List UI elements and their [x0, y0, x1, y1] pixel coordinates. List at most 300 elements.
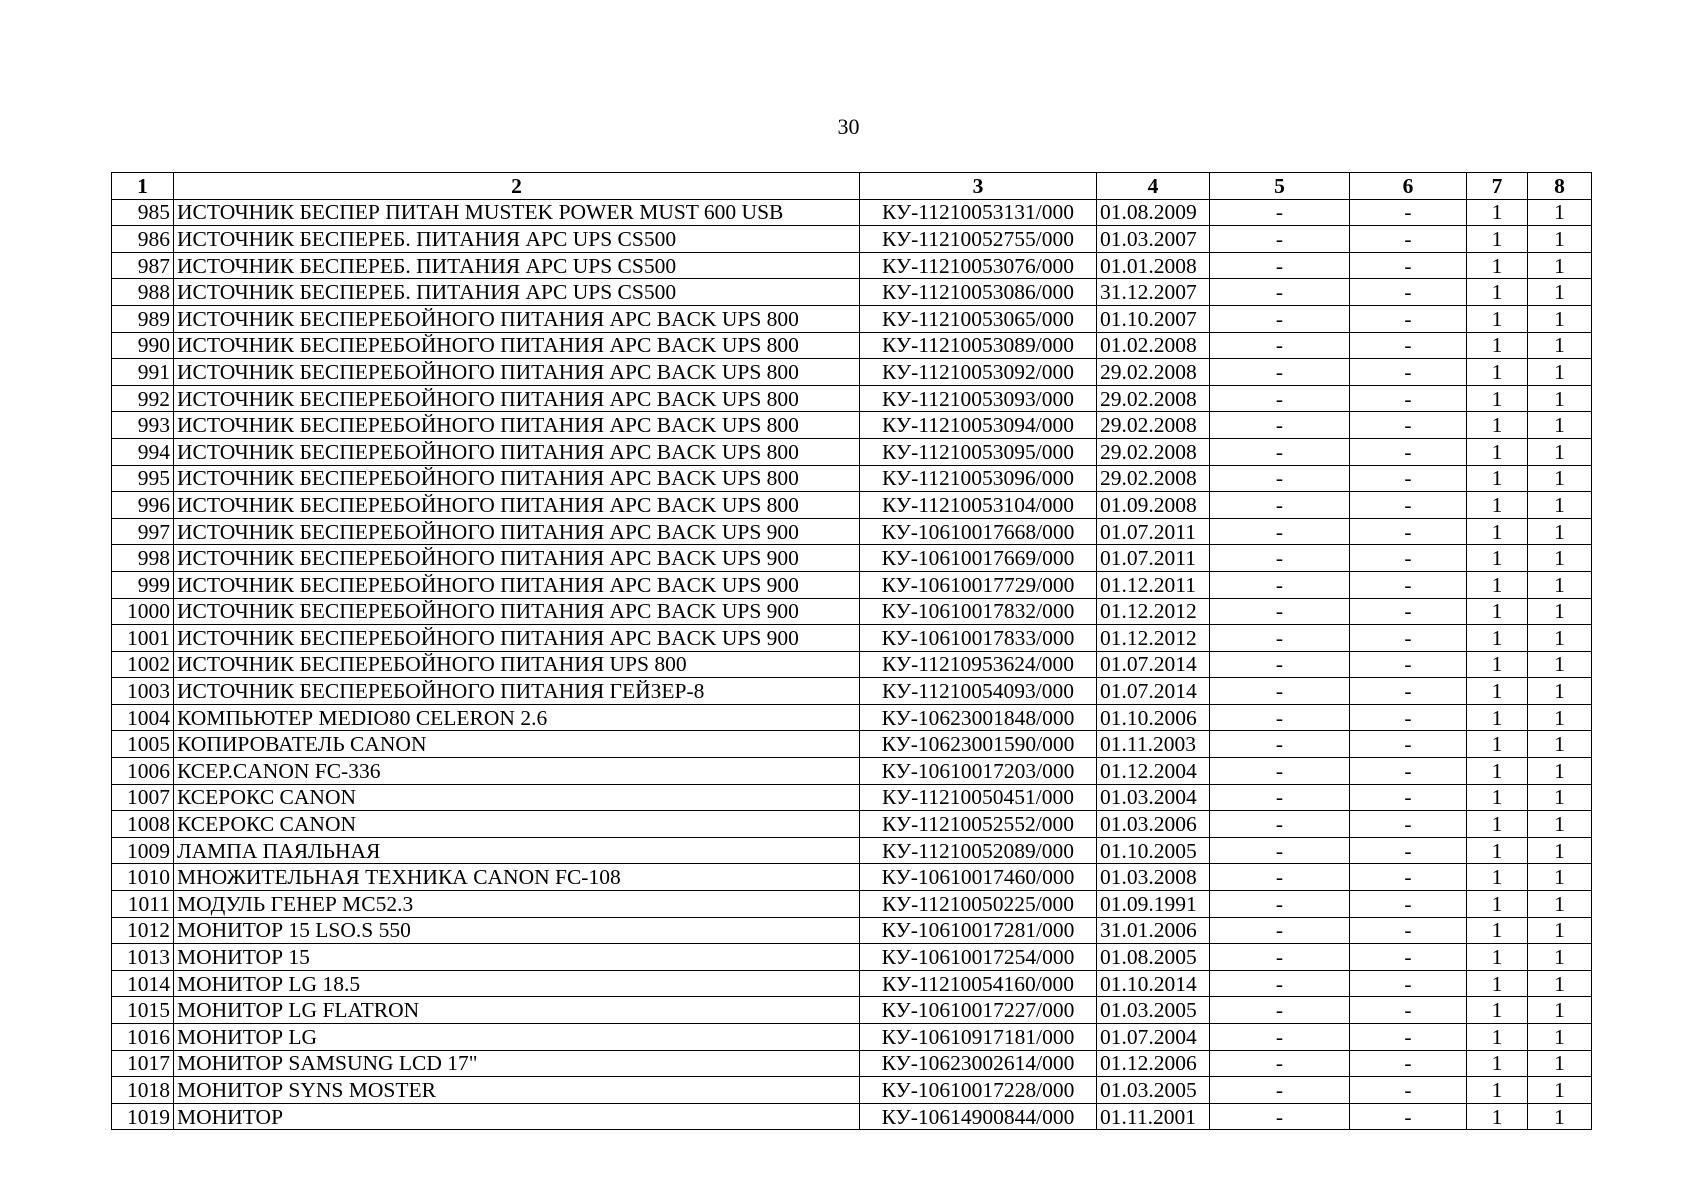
column-7-cell: 1: [1467, 704, 1528, 731]
row-number: 1011: [112, 891, 174, 918]
column-7-cell: 1: [1467, 571, 1528, 598]
inventory-number: КУ-11210053089/000: [860, 332, 1097, 359]
inventory-number: КУ-11210053094/000: [860, 412, 1097, 439]
date-cell: 01.10.2006: [1097, 704, 1210, 731]
table-row: [112, 279, 1592, 306]
column-5-cell: -: [1210, 545, 1350, 572]
column-7-cell: 1: [1467, 1103, 1528, 1130]
column-5-cell: -: [1210, 598, 1350, 625]
column-6-cell: -: [1350, 731, 1467, 758]
column-6-cell: -: [1350, 199, 1467, 226]
column-8-cell: 1: [1528, 359, 1592, 386]
column-8-cell: 1: [1528, 944, 1592, 971]
column-8-cell: 1: [1528, 571, 1592, 598]
row-number: 1012: [112, 917, 174, 944]
column-7-cell: 1: [1467, 651, 1528, 678]
table-row: [112, 359, 1592, 386]
inventory-number: КУ-11210052089/000: [860, 837, 1097, 864]
table-row: [112, 837, 1592, 864]
table-row: [112, 1103, 1592, 1130]
column-8-cell: 1: [1528, 305, 1592, 332]
column-6-cell: -: [1350, 784, 1467, 811]
row-number: 1002: [112, 651, 174, 678]
column-8-cell: 1: [1528, 758, 1592, 785]
column-header: 5: [1210, 173, 1350, 200]
date-cell: 01.12.2012: [1097, 625, 1210, 652]
column-8-cell: 1: [1528, 997, 1592, 1024]
inventory-number: КУ-10610917181/000: [860, 1024, 1097, 1051]
table-row: [112, 199, 1592, 226]
column-header: 3: [860, 173, 1097, 200]
table-row: [112, 678, 1592, 705]
column-8-cell: 1: [1528, 917, 1592, 944]
item-name: ИСТОЧНИК БЕСПЕРЕБОЙНОГО ПИТАНИЯ APC BACK UPS 800: [174, 359, 860, 386]
date-cell: 01.12.2011: [1097, 571, 1210, 598]
column-8-cell: 1: [1528, 332, 1592, 359]
column-6-cell: -: [1350, 545, 1467, 572]
column-7-cell: 1: [1467, 252, 1528, 279]
column-5-cell: -: [1210, 252, 1350, 279]
column-6-cell: -: [1350, 438, 1467, 465]
inventory-number: КУ-11210053086/000: [860, 279, 1097, 306]
inventory-number: КУ-11210050451/000: [860, 784, 1097, 811]
column-7-cell: 1: [1467, 332, 1528, 359]
item-name: КСЕРОКС CANON: [174, 784, 860, 811]
column-6-cell: -: [1350, 758, 1467, 785]
column-5-cell: -: [1210, 279, 1350, 306]
item-name: ИСТОЧНИК БЕСПЕРЕБОЙНОГО ПИТАНИЯ APC BACK UPS 800: [174, 385, 860, 412]
inventory-number: КУ-11210054093/000: [860, 678, 1097, 705]
inventory-number: КУ-10610017254/000: [860, 944, 1097, 971]
date-cell: 01.07.2011: [1097, 545, 1210, 572]
item-name: ИСТОЧНИК БЕСПЕРЕБОЙНОГО ПИТАНИЯ APC BACK UPS 800: [174, 465, 860, 492]
table-row: [112, 412, 1592, 439]
inventory-number: КУ-10610017833/000: [860, 625, 1097, 652]
item-name: МОНИТОР LG: [174, 1024, 860, 1051]
table-row: [112, 917, 1592, 944]
column-8-cell: 1: [1528, 678, 1592, 705]
item-name: МОНИТОР 15: [174, 944, 860, 971]
item-name: МОНИТОР 15 LSO.S 550: [174, 917, 860, 944]
item-name: ИСТОЧНИК БЕСПЕРЕБОЙНОГО ПИТАНИЯ UPS 800: [174, 651, 860, 678]
row-number: 1000: [112, 598, 174, 625]
table-row: [112, 332, 1592, 359]
date-cell: 01.03.2005: [1097, 997, 1210, 1024]
date-cell: 01.07.2014: [1097, 678, 1210, 705]
column-7-cell: 1: [1467, 1077, 1528, 1104]
column-8-cell: 1: [1528, 226, 1592, 253]
column-8-cell: 1: [1528, 1103, 1592, 1130]
column-header: 8: [1528, 173, 1592, 200]
column-8-cell: 1: [1528, 279, 1592, 306]
table-row: [112, 970, 1592, 997]
column-6-cell: -: [1350, 997, 1467, 1024]
page-number: 30: [837, 114, 860, 139]
column-7-cell: 1: [1467, 837, 1528, 864]
date-cell: 01.01.2008: [1097, 252, 1210, 279]
column-5-cell: -: [1210, 997, 1350, 1024]
item-name: ИСТОЧНИК БЕСПЕРЕБОЙНОГО ПИТАНИЯ APC BACK UPS 800: [174, 332, 860, 359]
item-name: ИСТОЧНИК БЕСПЕРЕБ. ПИТАНИЯ APC UPS CS500: [174, 226, 860, 253]
header-row: [112, 173, 1592, 200]
table-body: [112, 199, 1592, 1130]
column-7-cell: 1: [1467, 917, 1528, 944]
inventory-number: КУ-10623001590/000: [860, 731, 1097, 758]
inventory-number: КУ-11210050225/000: [860, 891, 1097, 918]
column-5-cell: -: [1210, 784, 1350, 811]
column-7-cell: 1: [1467, 1050, 1528, 1077]
item-name: ИСТОЧНИК БЕСПЕРЕБ. ПИТАНИЯ APC UPS CS500: [174, 279, 860, 306]
column-6-cell: -: [1350, 518, 1467, 545]
column-6-cell: -: [1350, 359, 1467, 386]
column-5-cell: -: [1210, 944, 1350, 971]
column-5-cell: -: [1210, 891, 1350, 918]
item-name: ИСТОЧНИК БЕСПЕР ПИТАН MUSTEK POWER MUST 600 USB: [174, 199, 860, 226]
row-number: 999: [112, 571, 174, 598]
column-7-cell: 1: [1467, 545, 1528, 572]
column-6-cell: -: [1350, 678, 1467, 705]
column-7-cell: 1: [1467, 492, 1528, 519]
column-8-cell: 1: [1528, 518, 1592, 545]
column-8-cell: 1: [1528, 651, 1592, 678]
column-6-cell: -: [1350, 944, 1467, 971]
row-number: 990: [112, 332, 174, 359]
inventory-number: КУ-10623001848/000: [860, 704, 1097, 731]
date-cell: 29.02.2008: [1097, 359, 1210, 386]
column-8-cell: 1: [1528, 199, 1592, 226]
column-5-cell: -: [1210, 678, 1350, 705]
column-7-cell: 1: [1467, 997, 1528, 1024]
item-name: МНОЖИТЕЛЬНАЯ ТЕХНИКА CANON FC-108: [174, 864, 860, 891]
item-name: ИСТОЧНИК БЕСПЕРЕБОЙНОГО ПИТАНИЯ APC BACK UPS 900: [174, 625, 860, 652]
date-cell: 01.10.2007: [1097, 305, 1210, 332]
inventory-number: КУ-10610017460/000: [860, 864, 1097, 891]
column-7-cell: 1: [1467, 226, 1528, 253]
inventory-number: КУ-10610017227/000: [860, 997, 1097, 1024]
inventory-number: КУ-10610017668/000: [860, 518, 1097, 545]
column-8-cell: 1: [1528, 438, 1592, 465]
table-row: [112, 1024, 1592, 1051]
row-number: 1013: [112, 944, 174, 971]
item-name: МОДУЛЬ ГЕНЕР МС52.3: [174, 891, 860, 918]
date-cell: 01.08.2009: [1097, 199, 1210, 226]
column-8-cell: 1: [1528, 252, 1592, 279]
column-5-cell: -: [1210, 970, 1350, 997]
column-header: 7: [1467, 173, 1528, 200]
inventory-number: КУ-10610017203/000: [860, 758, 1097, 785]
table-row: [112, 997, 1592, 1024]
column-6-cell: -: [1350, 492, 1467, 519]
column-6-cell: -: [1350, 305, 1467, 332]
date-cell: 01.09.2008: [1097, 492, 1210, 519]
table-row: [112, 518, 1592, 545]
table-row: [112, 704, 1592, 731]
table-row: [112, 571, 1592, 598]
item-name: ИСТОЧНИК БЕСПЕРЕБОЙНОГО ПИТАНИЯ APC BACK UPS 900: [174, 518, 860, 545]
column-5-cell: -: [1210, 1050, 1350, 1077]
inventory-number: КУ-10610017832/000: [860, 598, 1097, 625]
column-8-cell: 1: [1528, 385, 1592, 412]
date-cell: 01.11.2003: [1097, 731, 1210, 758]
column-7-cell: 1: [1467, 625, 1528, 652]
column-8-cell: 1: [1528, 598, 1592, 625]
column-8-cell: 1: [1528, 704, 1592, 731]
column-5-cell: -: [1210, 385, 1350, 412]
column-5-cell: -: [1210, 625, 1350, 652]
row-number: 1009: [112, 837, 174, 864]
row-number: 1006: [112, 758, 174, 785]
date-cell: 01.07.2004: [1097, 1024, 1210, 1051]
table-row: [112, 1050, 1592, 1077]
table-row: [112, 811, 1592, 838]
date-cell: 01.10.2014: [1097, 970, 1210, 997]
inventory-number: КУ-11210053131/000: [860, 199, 1097, 226]
column-7-cell: 1: [1467, 731, 1528, 758]
item-name: ИСТОЧНИК БЕСПЕРЕБОЙНОГО ПИТАНИЯ APC BACK UPS 900: [174, 571, 860, 598]
date-cell: 29.02.2008: [1097, 412, 1210, 439]
column-7-cell: 1: [1467, 864, 1528, 891]
column-6-cell: -: [1350, 1077, 1467, 1104]
item-name: ИСТОЧНИК БЕСПЕРЕБОЙНОГО ПИТАНИЯ APC BACK UPS 800: [174, 492, 860, 519]
column-7-cell: 1: [1467, 465, 1528, 492]
column-6-cell: -: [1350, 332, 1467, 359]
column-6-cell: -: [1350, 226, 1467, 253]
row-number: 998: [112, 545, 174, 572]
row-number: 1007: [112, 784, 174, 811]
date-cell: 31.12.2007: [1097, 279, 1210, 306]
row-number: 985: [112, 199, 174, 226]
item-name: КСЕРОКС CANON: [174, 811, 860, 838]
row-number: 994: [112, 438, 174, 465]
column-6-cell: -: [1350, 864, 1467, 891]
column-6-cell: -: [1350, 917, 1467, 944]
inventory-table: [111, 172, 1592, 1130]
column-5-cell: -: [1210, 492, 1350, 519]
column-8-cell: 1: [1528, 1077, 1592, 1104]
row-number: 1010: [112, 864, 174, 891]
column-7-cell: 1: [1467, 279, 1528, 306]
column-8-cell: 1: [1528, 784, 1592, 811]
column-7-cell: 1: [1467, 784, 1528, 811]
date-cell: 01.03.2008: [1097, 864, 1210, 891]
item-name: ИСТОЧНИК БЕСПЕРЕБОЙНОГО ПИТАНИЯ APC BACK UPS 800: [174, 305, 860, 332]
column-8-cell: 1: [1528, 970, 1592, 997]
date-cell: 01.12.2012: [1097, 598, 1210, 625]
column-7-cell: 1: [1467, 678, 1528, 705]
column-header: 1: [112, 173, 174, 200]
column-8-cell: 1: [1528, 731, 1592, 758]
row-number: 1014: [112, 970, 174, 997]
inventory-number: КУ-10610017729/000: [860, 571, 1097, 598]
column-5-cell: -: [1210, 199, 1350, 226]
column-5-cell: -: [1210, 731, 1350, 758]
table-row: [112, 731, 1592, 758]
column-8-cell: 1: [1528, 837, 1592, 864]
column-6-cell: -: [1350, 625, 1467, 652]
column-8-cell: 1: [1528, 811, 1592, 838]
item-name: МОНИТОР LG 18.5: [174, 970, 860, 997]
row-number: 1008: [112, 811, 174, 838]
row-number: 987: [112, 252, 174, 279]
inventory-number: КУ-11210052552/000: [860, 811, 1097, 838]
column-5-cell: -: [1210, 1103, 1350, 1130]
column-5-cell: -: [1210, 332, 1350, 359]
date-cell: 01.12.2004: [1097, 758, 1210, 785]
item-name: КОМПЬЮТЕР MEDIO80 CELERON 2.6: [174, 704, 860, 731]
table-row: [112, 784, 1592, 811]
row-number: 995: [112, 465, 174, 492]
column-7-cell: 1: [1467, 438, 1528, 465]
row-number: 986: [112, 226, 174, 253]
table-row: [112, 492, 1592, 519]
date-cell: 01.07.2014: [1097, 651, 1210, 678]
column-8-cell: 1: [1528, 891, 1592, 918]
column-6-cell: -: [1350, 891, 1467, 918]
column-6-cell: -: [1350, 385, 1467, 412]
column-5-cell: -: [1210, 571, 1350, 598]
column-6-cell: -: [1350, 837, 1467, 864]
date-cell: 01.07.2011: [1097, 518, 1210, 545]
column-5-cell: -: [1210, 917, 1350, 944]
column-8-cell: 1: [1528, 545, 1592, 572]
row-number: 1019: [112, 1103, 174, 1130]
table-row: [112, 758, 1592, 785]
inventory-number: КУ-11210053065/000: [860, 305, 1097, 332]
date-cell: 01.03.2005: [1097, 1077, 1210, 1104]
table-row: [112, 598, 1592, 625]
column-7-cell: 1: [1467, 944, 1528, 971]
row-number: 1004: [112, 704, 174, 731]
column-6-cell: -: [1350, 465, 1467, 492]
column-6-cell: -: [1350, 811, 1467, 838]
row-number: 1001: [112, 625, 174, 652]
row-number: 1005: [112, 731, 174, 758]
column-7-cell: 1: [1467, 598, 1528, 625]
column-8-cell: 1: [1528, 1050, 1592, 1077]
column-6-cell: -: [1350, 970, 1467, 997]
inventory-number: КУ-10610017228/000: [860, 1077, 1097, 1104]
table-row: [112, 545, 1592, 572]
row-number: 1015: [112, 997, 174, 1024]
date-cell: 29.02.2008: [1097, 438, 1210, 465]
date-cell: 01.11.2001: [1097, 1103, 1210, 1130]
date-cell: 01.03.2006: [1097, 811, 1210, 838]
inventory-number: КУ-10610017669/000: [860, 545, 1097, 572]
date-cell: 31.01.2006: [1097, 917, 1210, 944]
column-7-cell: 1: [1467, 359, 1528, 386]
table-row: [112, 252, 1592, 279]
row-number: 1017: [112, 1050, 174, 1077]
inventory-number: КУ-10623002614/000: [860, 1050, 1097, 1077]
inventory-number: КУ-10614900844/000: [860, 1103, 1097, 1130]
item-name: МОНИТОР SYNS MOSTER: [174, 1077, 860, 1104]
row-number: 996: [112, 492, 174, 519]
column-7-cell: 1: [1467, 305, 1528, 332]
table-row: [112, 305, 1592, 332]
row-number: 993: [112, 412, 174, 439]
column-6-cell: -: [1350, 571, 1467, 598]
item-name: ЛАМПА ПАЯЛЬНАЯ: [174, 837, 860, 864]
item-name: ИСТОЧНИК БЕСПЕРЕБ. ПИТАНИЯ APC UPS CS500: [174, 252, 860, 279]
inventory-number: КУ-11210053093/000: [860, 385, 1097, 412]
table-row: [112, 651, 1592, 678]
item-name: КСЕР.CANON FC-336: [174, 758, 860, 785]
table-row: [112, 864, 1592, 891]
inventory-number: КУ-11210053095/000: [860, 438, 1097, 465]
row-number: 991: [112, 359, 174, 386]
inventory-number: КУ-11210053092/000: [860, 359, 1097, 386]
column-6-cell: -: [1350, 598, 1467, 625]
item-name: КОПИРОВАТЕЛЬ CANON: [174, 731, 860, 758]
table-row: [112, 385, 1592, 412]
column-8-cell: 1: [1528, 625, 1592, 652]
date-cell: 01.08.2005: [1097, 944, 1210, 971]
column-7-cell: 1: [1467, 1024, 1528, 1051]
item-name: ИСТОЧНИК БЕСПЕРЕБОЙНОГО ПИТАНИЯ APC BACK UPS 800: [174, 412, 860, 439]
item-name: МОНИТОР SAMSUNG LCD 17": [174, 1050, 860, 1077]
table-row: [112, 1077, 1592, 1104]
inventory-number: КУ-11210053096/000: [860, 465, 1097, 492]
table-row: [112, 625, 1592, 652]
column-header: 4: [1097, 173, 1210, 200]
inventory-number: КУ-11210053104/000: [860, 492, 1097, 519]
column-7-cell: 1: [1467, 412, 1528, 439]
column-6-cell: -: [1350, 1103, 1467, 1130]
item-name: ИСТОЧНИК БЕСПЕРЕБОЙНОГО ПИТАНИЯ APC BACK UPS 900: [174, 545, 860, 572]
column-5-cell: -: [1210, 758, 1350, 785]
inventory-number: КУ-11210052755/000: [860, 226, 1097, 253]
column-header: 2: [174, 173, 860, 200]
column-5-cell: -: [1210, 864, 1350, 891]
column-8-cell: 1: [1528, 465, 1592, 492]
column-8-cell: 1: [1528, 864, 1592, 891]
column-5-cell: -: [1210, 1024, 1350, 1051]
column-8-cell: 1: [1528, 412, 1592, 439]
date-cell: 01.09.1991: [1097, 891, 1210, 918]
column-6-cell: -: [1350, 651, 1467, 678]
column-6-cell: -: [1350, 252, 1467, 279]
column-5-cell: -: [1210, 1077, 1350, 1104]
column-5-cell: -: [1210, 359, 1350, 386]
column-5-cell: -: [1210, 837, 1350, 864]
row-number: 1018: [112, 1077, 174, 1104]
date-cell: 01.12.2006: [1097, 1050, 1210, 1077]
table-row: [112, 944, 1592, 971]
date-cell: 01.02.2008: [1097, 332, 1210, 359]
column-7-cell: 1: [1467, 811, 1528, 838]
row-number: 989: [112, 305, 174, 332]
column-header: 6: [1350, 173, 1467, 200]
item-name: ИСТОЧНИК БЕСПЕРЕБОЙНОГО ПИТАНИЯ APC BACK UPS 900: [174, 598, 860, 625]
item-name: МОНИТОР LG FLATRON: [174, 997, 860, 1024]
column-5-cell: -: [1210, 704, 1350, 731]
column-8-cell: 1: [1528, 1024, 1592, 1051]
column-5-cell: -: [1210, 412, 1350, 439]
item-name: ИСТОЧНИК БЕСПЕРЕБОЙНОГО ПИТАНИЯ ГЕЙЗЕР-8: [174, 678, 860, 705]
column-6-cell: -: [1350, 1024, 1467, 1051]
column-6-cell: -: [1350, 412, 1467, 439]
column-7-cell: 1: [1467, 518, 1528, 545]
column-5-cell: -: [1210, 305, 1350, 332]
column-7-cell: 1: [1467, 891, 1528, 918]
column-6-cell: -: [1350, 1050, 1467, 1077]
inventory-number: КУ-11210053076/000: [860, 252, 1097, 279]
inventory-number: КУ-11210953624/000: [860, 651, 1097, 678]
row-number: 997: [112, 518, 174, 545]
column-7-cell: 1: [1467, 385, 1528, 412]
date-cell: 01.10.2005: [1097, 837, 1210, 864]
column-5-cell: -: [1210, 651, 1350, 678]
